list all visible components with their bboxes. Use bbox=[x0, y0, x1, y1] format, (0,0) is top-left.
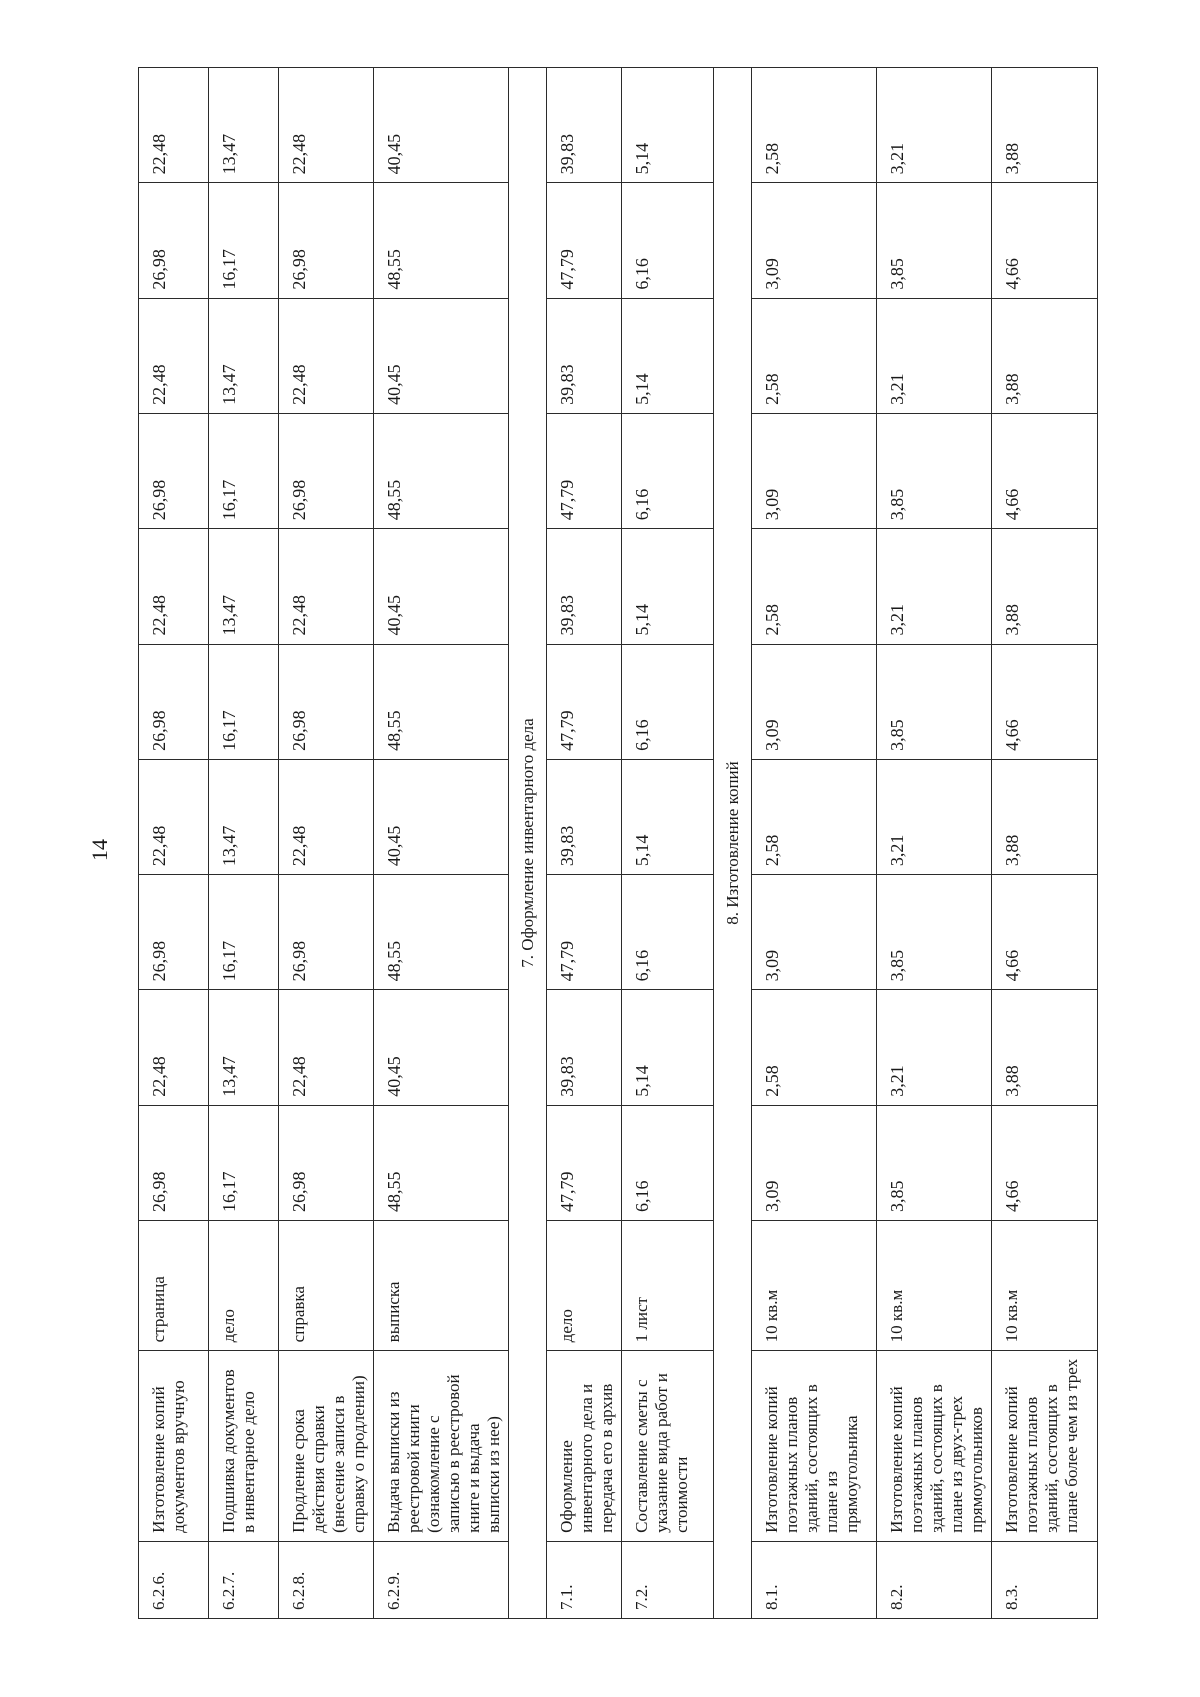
value-cell: 3,21 bbox=[877, 298, 992, 413]
price-table bbox=[138, 67, 1098, 1619]
row-code: 6.2.9. bbox=[374, 1541, 509, 1618]
value-cell: 22,48 bbox=[279, 990, 374, 1105]
value-cell: 13,47 bbox=[209, 529, 279, 644]
value-cell: 13,47 bbox=[209, 298, 279, 413]
value-cell: 5,14 bbox=[622, 990, 714, 1105]
value-cell: 40,45 bbox=[374, 759, 509, 874]
value-cell: 3,09 bbox=[752, 413, 877, 528]
value-cell: 26,98 bbox=[279, 644, 374, 759]
row-name: Выдача выписки из реестровой книги (ознакомление с записью в реестровой книге и выдача выписки из нее) bbox=[374, 1351, 509, 1541]
value-cell: 13,47 bbox=[209, 759, 279, 874]
value-cell: 40,45 bbox=[374, 990, 509, 1105]
value-cell: 26,98 bbox=[279, 875, 374, 990]
value-cell: 3,21 bbox=[877, 990, 992, 1105]
row-name: Оформление инвентарного дела и передача его в архив bbox=[547, 1351, 622, 1541]
value-cell: 48,55 bbox=[374, 875, 509, 990]
value-cell: 47,79 bbox=[547, 644, 622, 759]
table-row bbox=[877, 68, 992, 1619]
value-cell: 4,66 bbox=[992, 183, 1098, 298]
value-cell: 26,98 bbox=[139, 1105, 209, 1220]
table-row bbox=[374, 68, 509, 1619]
row-unit: 10 кв.м bbox=[877, 1221, 992, 1351]
value-cell: 6,16 bbox=[622, 1105, 714, 1220]
value-cell: 16,17 bbox=[209, 413, 279, 528]
value-cell: 3,09 bbox=[752, 1105, 877, 1220]
row-unit: дело bbox=[209, 1221, 279, 1351]
value-cell: 22,48 bbox=[139, 68, 209, 183]
row-code: 7.2. bbox=[622, 1541, 714, 1618]
value-cell: 3,85 bbox=[877, 644, 992, 759]
value-cell: 3,85 bbox=[877, 1105, 992, 1220]
value-cell: 26,98 bbox=[139, 875, 209, 990]
value-cell: 22,48 bbox=[139, 298, 209, 413]
row-code: 6.2.7. bbox=[209, 1541, 279, 1618]
value-cell: 26,98 bbox=[139, 183, 209, 298]
table-row bbox=[752, 68, 877, 1619]
value-cell: 2,58 bbox=[752, 759, 877, 874]
value-cell: 5,14 bbox=[622, 529, 714, 644]
value-cell: 13,47 bbox=[209, 68, 279, 183]
value-cell: 3,88 bbox=[992, 298, 1098, 413]
value-cell: 6,16 bbox=[622, 413, 714, 528]
row-code: 6.2.8. bbox=[279, 1541, 374, 1618]
row-name: Изготовление копий документов вручную bbox=[139, 1351, 209, 1541]
value-cell: 4,66 bbox=[992, 1105, 1098, 1220]
table-row bbox=[547, 68, 622, 1619]
row-code: 6.2.6. bbox=[139, 1541, 209, 1618]
value-cell: 2,58 bbox=[752, 529, 877, 644]
table-row bbox=[992, 68, 1098, 1619]
row-unit: 10 кв.м bbox=[992, 1221, 1098, 1351]
value-cell: 16,17 bbox=[209, 644, 279, 759]
row-name: Изготовление копий поэтажных планов зданий, состоящих в плане из прямоугольника bbox=[752, 1351, 877, 1541]
table-row bbox=[622, 68, 714, 1619]
row-code: 8.2. bbox=[877, 1541, 992, 1618]
value-cell: 6,16 bbox=[622, 644, 714, 759]
value-cell: 3,88 bbox=[992, 759, 1098, 874]
value-cell: 2,58 bbox=[752, 990, 877, 1105]
value-cell: 3,85 bbox=[877, 183, 992, 298]
value-cell: 6,16 bbox=[622, 875, 714, 990]
value-cell: 40,45 bbox=[374, 298, 509, 413]
row-code: 7.1. bbox=[547, 1541, 622, 1618]
value-cell: 48,55 bbox=[374, 413, 509, 528]
row-unit: 10 кв.м bbox=[752, 1221, 877, 1351]
value-cell: 5,14 bbox=[622, 298, 714, 413]
table-row bbox=[279, 68, 374, 1619]
value-cell: 3,85 bbox=[877, 413, 992, 528]
value-cell: 3,09 bbox=[752, 875, 877, 990]
table-row bbox=[209, 68, 279, 1619]
page-number: 14 bbox=[87, 839, 112, 861]
row-unit: справка bbox=[279, 1221, 374, 1351]
value-cell: 3,88 bbox=[992, 990, 1098, 1105]
value-cell: 22,48 bbox=[279, 298, 374, 413]
value-cell: 16,17 bbox=[209, 1105, 279, 1220]
value-cell: 39,83 bbox=[547, 298, 622, 413]
value-cell: 39,83 bbox=[547, 990, 622, 1105]
value-cell: 4,66 bbox=[992, 413, 1098, 528]
value-cell: 3,09 bbox=[752, 644, 877, 759]
value-cell: 3,21 bbox=[877, 529, 992, 644]
value-cell: 47,79 bbox=[547, 183, 622, 298]
value-cell: 2,58 bbox=[752, 68, 877, 183]
row-unit: 1 лист bbox=[622, 1221, 714, 1351]
table-row bbox=[139, 68, 209, 1619]
value-cell: 3,88 bbox=[992, 68, 1098, 183]
value-cell: 48,55 bbox=[374, 183, 509, 298]
value-cell: 22,48 bbox=[279, 68, 374, 183]
row-code: 8.1. bbox=[752, 1541, 877, 1618]
value-cell: 39,83 bbox=[547, 529, 622, 644]
value-cell: 48,55 bbox=[374, 1105, 509, 1220]
value-cell: 5,14 bbox=[622, 68, 714, 183]
value-cell: 16,17 bbox=[209, 183, 279, 298]
row-code: 8.3. bbox=[992, 1541, 1098, 1618]
value-cell: 26,98 bbox=[279, 183, 374, 298]
value-cell: 47,79 bbox=[547, 875, 622, 990]
value-cell: 39,83 bbox=[547, 68, 622, 183]
value-cell: 4,66 bbox=[992, 644, 1098, 759]
value-cell: 22,48 bbox=[139, 759, 209, 874]
value-cell: 3,88 bbox=[992, 529, 1098, 644]
value-cell: 40,45 bbox=[374, 68, 509, 183]
value-cell: 40,45 bbox=[374, 529, 509, 644]
table-body bbox=[139, 68, 1098, 1619]
value-cell: 26,98 bbox=[279, 1105, 374, 1220]
row-name: Составление сметы с указание вида работ и стоимости bbox=[622, 1351, 714, 1541]
value-cell: 3,85 bbox=[877, 875, 992, 990]
value-cell: 6,16 bbox=[622, 183, 714, 298]
row-name: Подшивка документов в инвентарное дело bbox=[209, 1351, 279, 1541]
value-cell: 3,09 bbox=[752, 183, 877, 298]
row-name: Изготовление копий поэтажных планов зданий, состоящих в плане из двух-трех прямоугольников bbox=[877, 1351, 992, 1541]
section-row bbox=[509, 68, 547, 1619]
row-unit: выписка bbox=[374, 1221, 509, 1351]
value-cell: 3,21 bbox=[877, 759, 992, 874]
value-cell: 47,79 bbox=[547, 1105, 622, 1220]
row-unit: дело bbox=[547, 1221, 622, 1351]
value-cell: 47,79 bbox=[547, 413, 622, 528]
value-cell: 5,14 bbox=[622, 759, 714, 874]
section-title: 7. Оформление инвентарного дела bbox=[509, 68, 547, 1619]
value-cell: 26,98 bbox=[139, 413, 209, 528]
row-name: Продление срока действия справки (внесение записи в справку о продлении) bbox=[279, 1351, 374, 1541]
value-cell: 22,48 bbox=[279, 529, 374, 644]
value-cell: 16,17 bbox=[209, 875, 279, 990]
value-cell: 3,21 bbox=[877, 68, 992, 183]
value-cell: 48,55 bbox=[374, 644, 509, 759]
value-cell: 39,83 bbox=[547, 759, 622, 874]
row-name: Изготовление копий поэтажных планов зданий, состоящих в плане более чем из трех bbox=[992, 1351, 1098, 1541]
value-cell: 26,98 bbox=[279, 413, 374, 528]
value-cell: 22,48 bbox=[279, 759, 374, 874]
value-cell: 26,98 bbox=[139, 644, 209, 759]
value-cell: 4,66 bbox=[992, 875, 1098, 990]
value-cell: 13,47 bbox=[209, 990, 279, 1105]
section-row bbox=[714, 68, 752, 1619]
rotated-table-container bbox=[138, 67, 1081, 1619]
value-cell: 22,48 bbox=[139, 529, 209, 644]
value-cell: 2,58 bbox=[752, 298, 877, 413]
value-cell: 22,48 bbox=[139, 990, 209, 1105]
section-title: 8. Изготовление копий bbox=[714, 68, 752, 1619]
row-unit: страница bbox=[139, 1221, 209, 1351]
